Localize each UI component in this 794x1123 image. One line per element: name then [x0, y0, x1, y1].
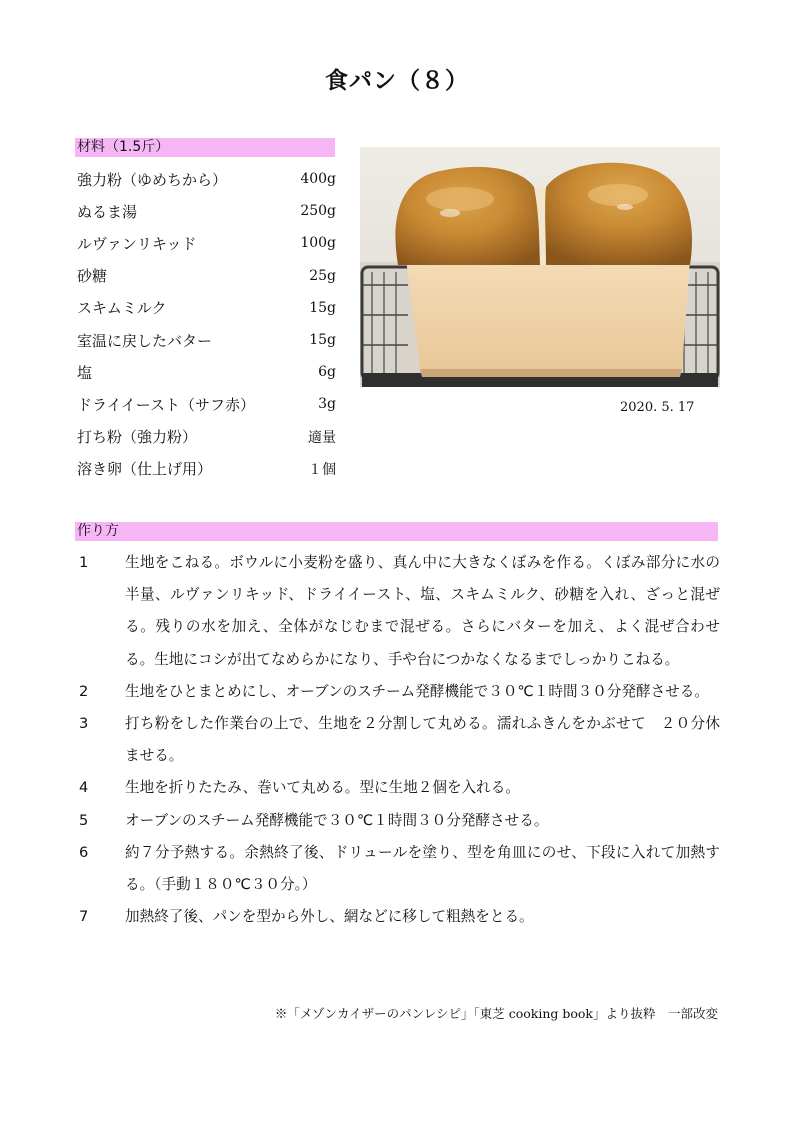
ingredient-name: 溶き卵（仕上げ用） [77, 460, 213, 479]
step-text: 生地をこねる。ボウルに小麦粉を盛り、真ん中に大きなくぼみを作る。くぼみ部分に水の半量、ルヴァンリキッド、ドライイースト、塩、スキムミルク、砂糖を入れ、ざっと混ぜる。残りの水を加え、全体がなじむまで混ぜる。さらにバターを加え、よく混ぜ合わせる。生地にコシが出てなめらかになり、手や台につかなくなるまでしっかりこねる。 [125, 554, 720, 668]
ingredient-row [77, 453, 336, 485]
ingredient-row [77, 195, 336, 227]
ingredient-amount: 適量 [308, 429, 336, 446]
ingredient-name: 強力粉（ゆめちから） [77, 170, 228, 189]
step-text: 加熱終了後、パンを型から外し、網などに移して粗熱をとる。 [125, 908, 534, 926]
ingredient-row [77, 388, 336, 420]
ingredient-row [77, 356, 336, 388]
step-item [75, 676, 720, 708]
ingredient-row [77, 421, 336, 453]
ingredient-amount: 25g [309, 267, 336, 284]
step-number: 3 [79, 715, 89, 733]
step-number: 1 [79, 554, 89, 571]
ingredient-amount: 15g [309, 299, 336, 316]
ingredient-name: 室温に戻したバター [77, 331, 213, 350]
ingredient-name: 砂糖 [77, 267, 108, 286]
ingredient-name: ルヴァンリキッド [77, 234, 197, 253]
ingredient-row [77, 292, 336, 324]
ingredient-name: ぬるま湯 [77, 202, 138, 221]
step-text: 生地をひとまとめにし、オーブンのスチーム発酵機能で３０℃１時間３０分発酵させる。 [125, 682, 709, 700]
materials-header: 材料（1.5斤） [75, 138, 335, 157]
step-number: 2 [79, 682, 89, 700]
ingredient-list [77, 163, 336, 485]
ingredient-amount: 3g [318, 396, 336, 413]
step-list [75, 547, 720, 933]
source-note: ※「メゾンカイザーのパンレシピ」「東芝 cooking book」より抜粋 一部改変 [274, 1006, 718, 1021]
step-item [75, 837, 720, 901]
step-number: 7 [79, 908, 89, 926]
ingredient-row [77, 324, 336, 356]
step-text: 生地を折りたたみ、巻いて丸める。型に生地２個を入れる。 [125, 779, 520, 797]
ingredient-amount: 100g [300, 235, 336, 252]
step-text: 約７分予熱する。余熱終了後、ドリュールを塗り、型を角皿にのせ、下段に入れて加熱する。（手動１８０℃３０分。） [125, 843, 720, 894]
ingredient-amount: 250g [300, 203, 336, 220]
ingredient-amount: 15g [309, 332, 336, 349]
step-item [75, 708, 720, 772]
bread-photo [360, 147, 720, 387]
photo-date: 2020. 5. 17 [620, 400, 695, 415]
ingredient-row [77, 227, 336, 259]
step-item [75, 805, 720, 837]
ingredient-name: 塩 [77, 363, 93, 382]
bread-loaf-image [360, 147, 720, 387]
step-item [75, 547, 720, 676]
step-item [75, 772, 720, 804]
ingredient-amount: 6g [318, 364, 336, 381]
step-item [75, 901, 720, 933]
step-number: 6 [79, 843, 89, 861]
step-number: 5 [79, 811, 89, 829]
ingredient-name: 打ち粉（強力粉） [77, 428, 198, 447]
method-header: 作り方 [75, 522, 718, 541]
page-title: 食パン（８） [325, 68, 469, 94]
ingredient-row [77, 260, 336, 292]
step-text: オーブンのスチーム発酵機能で３０℃１時間３０分発酵させる。 [125, 811, 549, 829]
ingredient-name: スキムミルク [77, 299, 167, 318]
ingredient-amount: １個 [308, 461, 336, 478]
step-text: 打ち粉をした作業台の上で、生地を２分割して丸める。濡れふきんをかぶせて ２０分休ませる。 [125, 715, 720, 765]
step-number: 4 [79, 779, 89, 797]
ingredient-row [77, 163, 336, 195]
ingredient-name: ドライイースト（サフ赤） [77, 395, 256, 414]
ingredient-amount: 400g [300, 171, 336, 188]
